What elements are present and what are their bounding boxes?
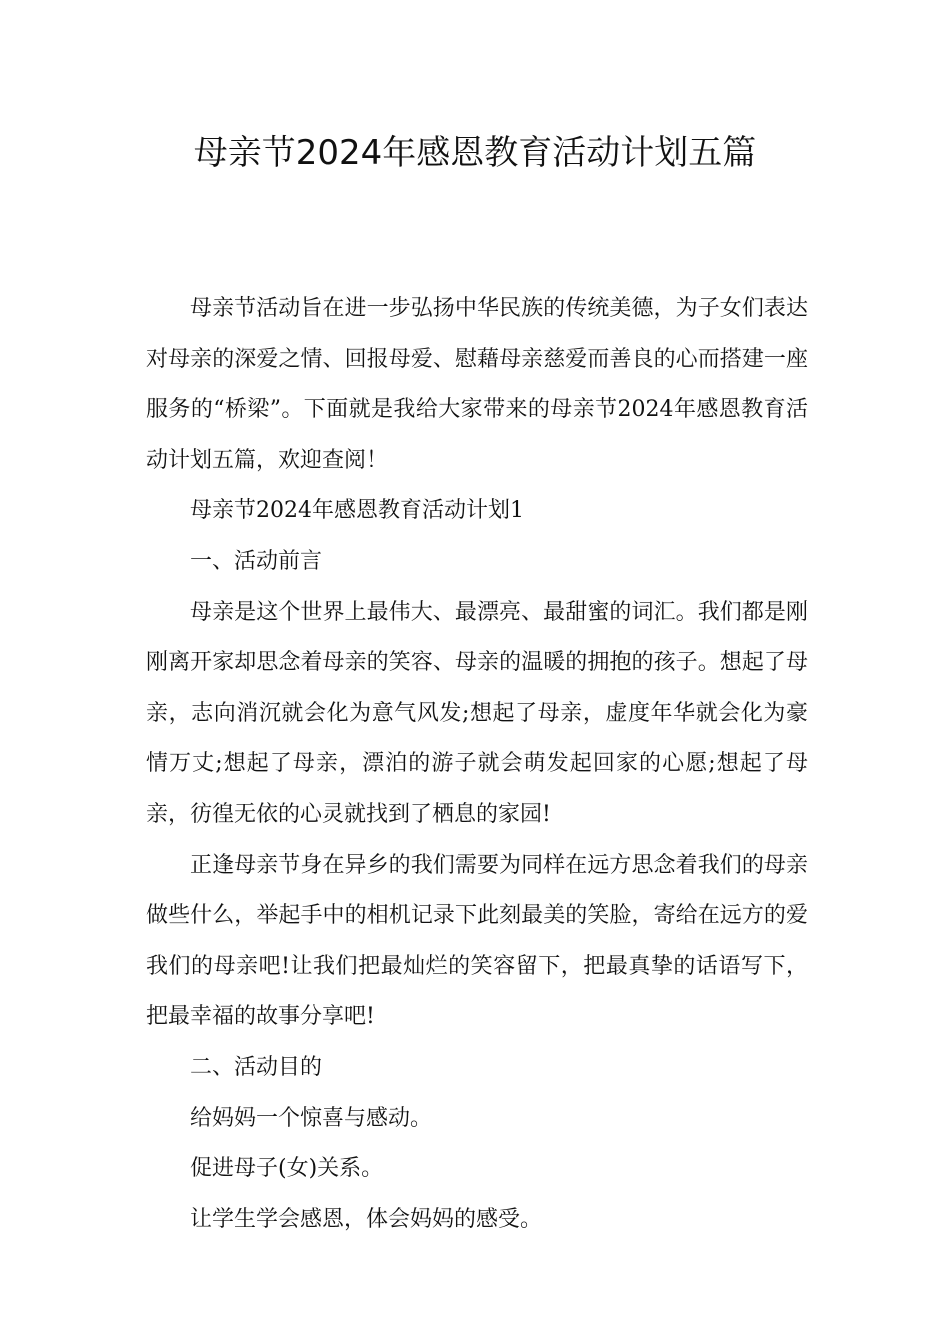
document-title: 母亲节2024年感恩教育活动计划五篇 — [193, 133, 757, 173]
subheading-purpose: 二、活动目的 — [190, 1054, 323, 1080]
purpose-item-3: 让学生学会感恩，体会妈妈的感受。 — [190, 1206, 543, 1232]
section-heading-plan-1: 母亲节2024年感恩教育活动计划1 — [190, 498, 524, 524]
purpose-item-1: 给妈妈一个惊喜与感动。 — [190, 1105, 433, 1131]
preface-paragraph-2: 正逢母亲节身在异乡的我们需要为同样在远方思念着我们的母亲做些什么，举起手中的相机记录下此刻最美的笑脸，寄给在远方的爱我们的母亲吧!让我们把最灿烂的笑容留下，把最真挚的话语写下，把最幸福的故事分享吧! — [146, 852, 808, 1030]
preface-paragraph-1: 母亲是这个世界上最伟大、最漂亮、最甜蜜的词汇。我们都是刚刚离开家却思念着母亲的笑容、母亲的温暖的拥抱的孩子。想起了母亲，志向消沉就会化为意气风发;想起了母亲，虚度年华就会化为豪情万丈;想起了母亲，漂泊的游子就会萌发起回家的心愿;想起了母亲，彷徨无依的心灵就找到了栖息的家园! — [146, 599, 808, 827]
purpose-item-2: 促进母子(女)关系。 — [190, 1156, 384, 1182]
subheading-preface: 一、活动前言 — [190, 548, 323, 574]
document-body — [146, 284, 808, 1245]
intro-paragraph: 母亲节活动旨在进一步弘扬中华民族的传统美德，为子女们表达对母亲的深爱之情、回报母爱、慰藉母亲慈爱而善良的心而搭建一座服务的“桥梁”。下面就是我给大家带来的母亲节2024年感恩教育活动计划五篇，欢迎查阅！ — [146, 296, 809, 473]
